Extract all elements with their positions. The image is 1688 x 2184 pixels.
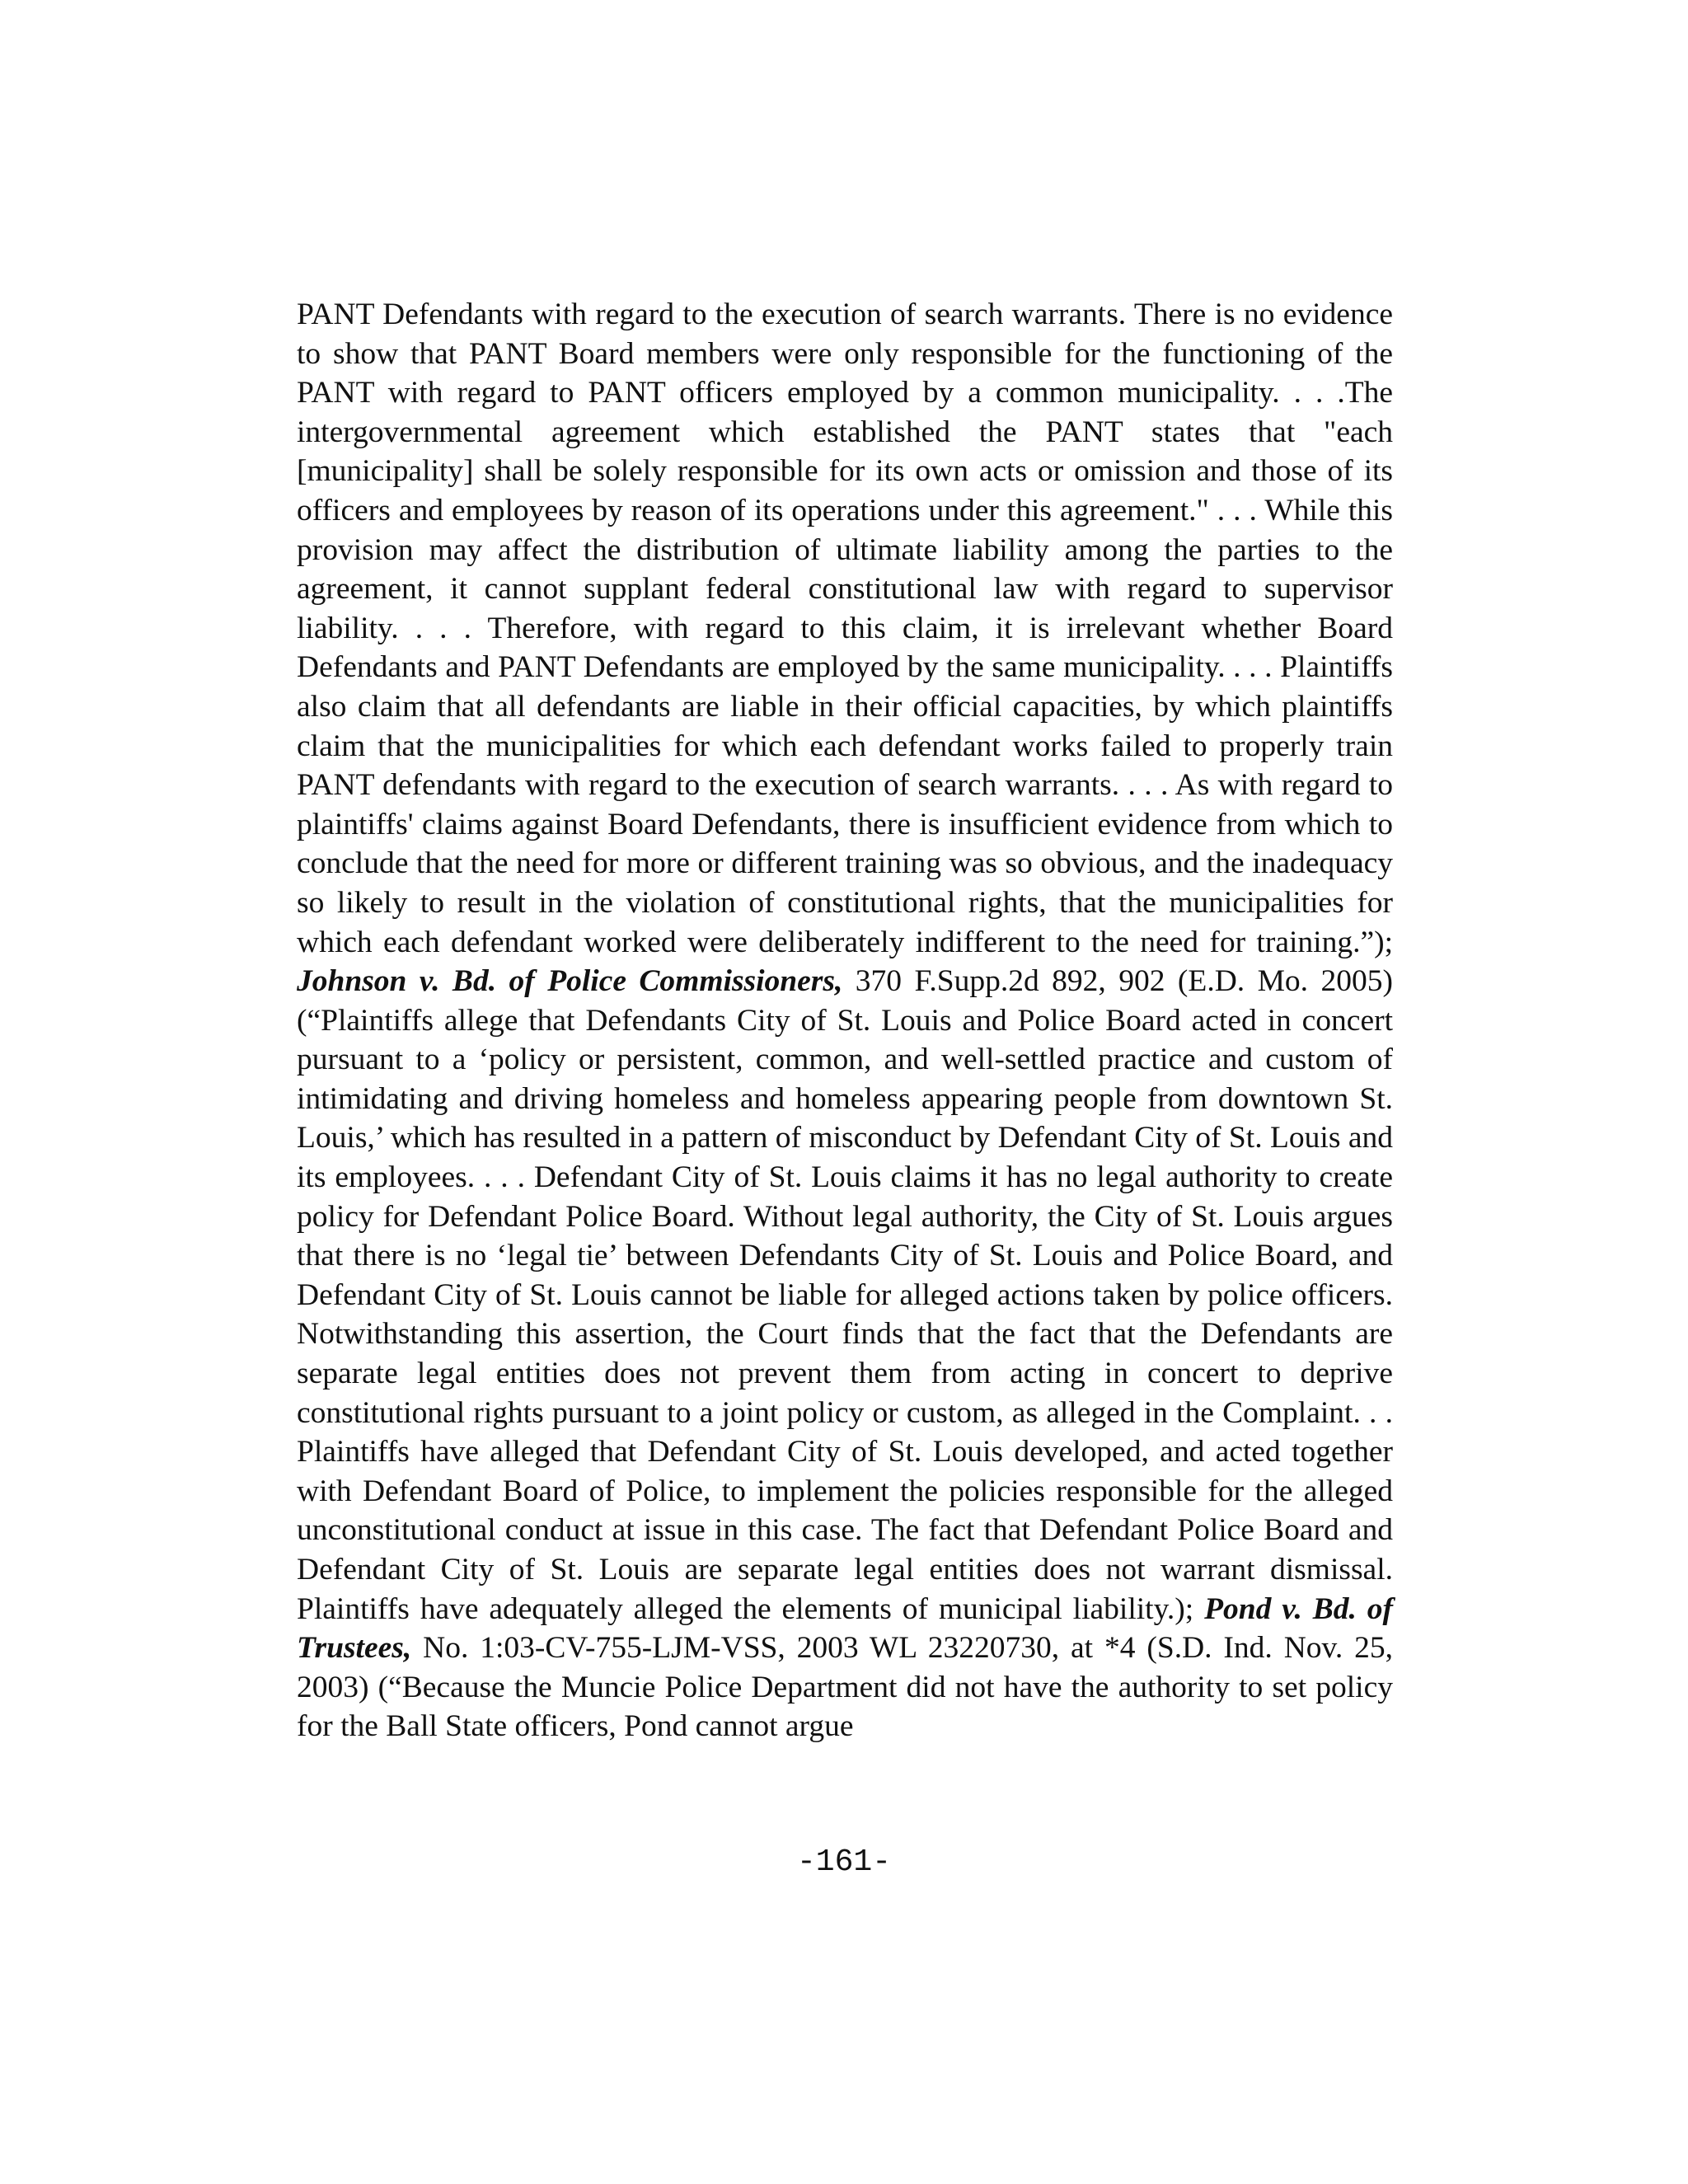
text-run: PANT Defendants with regard to the execution of search warrants. There is no evidence to show that PANT Board members were only responsible for the functioning of the PANT with regard to PANT officers employed by a common municipality. . . .The intergovernmental agreement which established the PANT states that "each [municipality] shall be solely responsible for its own acts or omission and those of its officers and employees by reason of its operations under this agreement." . . . While this provision may affect the distribution of ultimate liability among the parties to the agreement, it cannot supplant federal constitutional law with regard to supervisor liability. . . . Therefore, with regard to this claim, it is irrelevant whether Board Defendants and PANT Defendants are employed by the same municipality. . . . Plaintiffs also claim that all defendants are liable in their official capacities, by which plaintiffs claim that the municipalities for which each defendant works failed to properly train PANT defendants with regard to the execution of search warrants. . . . As with regard to plaintiffs' claims against Board Defendants, there is insufficient evidence from which to conclude that the need for more or different training was so obvious, and the inadequacy so likely to result in the violation of constitutional rights, that the municipalities for which each defendant worked were deliberately indifferent to the need for training.”); (297, 298, 1393, 959)
case-citation-johnson: Johnson v. Bd. of Police Commissioners, (297, 964, 843, 999)
body-text (297, 295, 1393, 1746)
case-citation-pond: Pond v. Bd. of Trustees, (297, 1591, 1394, 1666)
text-run: 370 F.Supp.2d 892, 902 (E.D. Mo. 2005) (“Plaintiffs allege that Defendants City of St. Louis and Police Board acted in concert pursuant to a ‘policy or persistent, common, and well-settled practice and custom of intimidating and driving homeless and homeless appearing people from downtown St. Louis,’ which has resulted in a pattern of misconduct by Defendant City of St. Louis and its employees. . . . Defendant City of St. Louis claims it has no legal authority to create policy for Defendant Police Board. Without legal authority, the City of St. Louis argues that there is no ‘legal tie’ between Defendants City of St. Louis and Police Board, and Defendant City of St. Louis cannot be liable for alleged actions taken by police officers. Notwithstanding this assertion, the Court finds that the fact that the Defendants are separate legal entities does not prevent them from acting in concert to deprive constitutional rights pursuant to a joint policy or custom, as alleged in the Complaint. . . Plaintiffs have alleged that Defendant City of St. Louis developed, and acted together with Defendant Board of Police, to implement the policies responsible for the alleged unconstitutional conduct at issue in this case. The fact that Defendant Police Board and Defendant City of St. Louis are separate legal entities does not warrant dismissal. Plaintiffs have adequately alleged the elements of municipal liability.); (297, 964, 1393, 1626)
text-run: No. 1:03-CV-755-LJM-VSS, 2003 WL 23220730, at *4 (S.D. Ind. Nov. 25, 2003) (“Because the Muncie Police Department did not have the authority to set policy for the Ball State officers, Pond cannot argue (297, 1631, 1393, 1744)
page-number: -161- (796, 1844, 892, 1880)
paragraph (297, 295, 1393, 1746)
